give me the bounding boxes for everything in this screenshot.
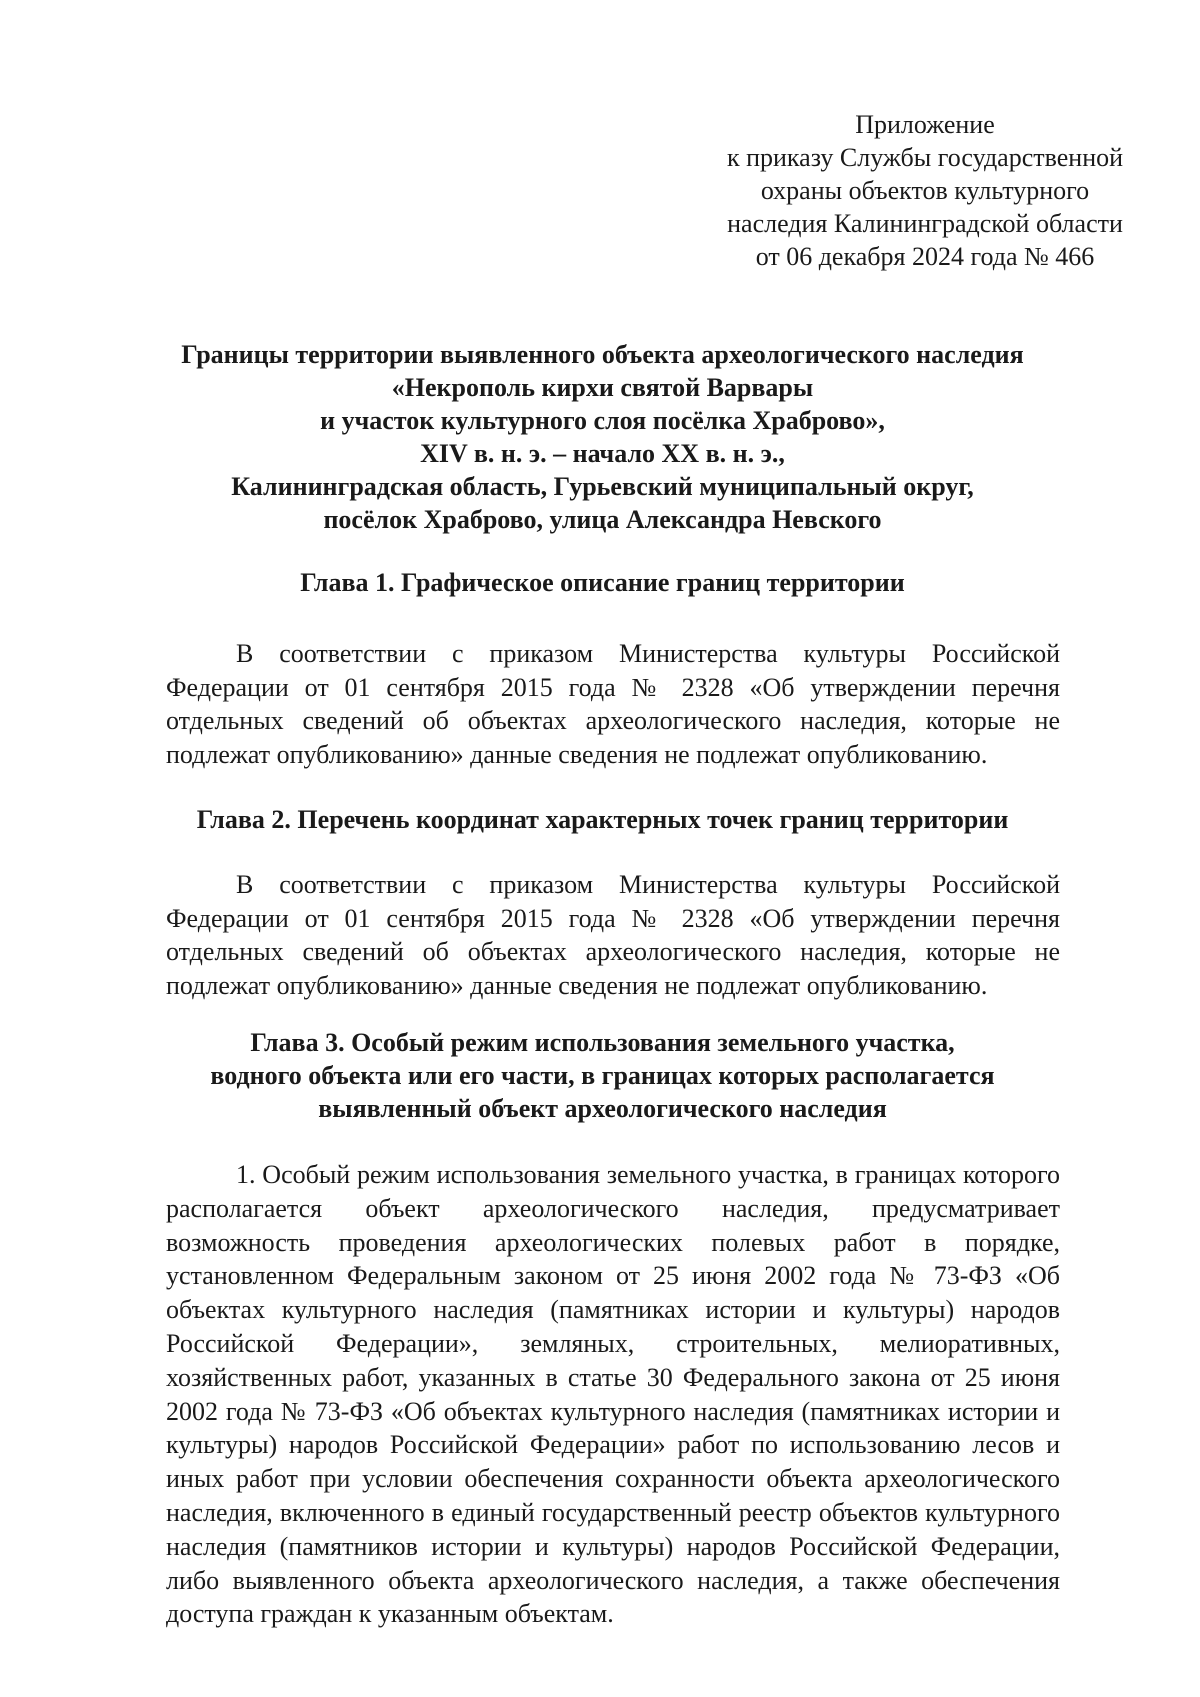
heading-line: Глава 1. Графическое описание границ территории xyxy=(300,568,905,597)
title-line: XIV в. н. э. – начало XX в. н. э., xyxy=(420,439,785,468)
chapter-2-text: В соответствии с приказом Министерства культуры Российской Федерации от 01 сентября 2015 года № 2328 «Об утверждении перечня отдельных сведений об объектах археологического наследия, которые не подлежат опубликованию» данные сведения не подлежат опубликованию. xyxy=(166,870,1060,1000)
appendix-line: от 06 декабря 2024 года № 466 xyxy=(755,242,1095,271)
appendix-line: охраны объектов культурного xyxy=(760,176,1090,205)
title-line: Калининградская область, Гурьевский муниципальный округ, xyxy=(231,472,974,501)
chapter-1-text: В соответствии с приказом Министерства культуры Российской Федерации от 01 сентября 2015 года № 2328 «Об утверждении перечня отдельных сведений об объектах археологического наследия, которые не подлежат опубликованию» данные сведения не подлежат опубликованию. xyxy=(166,639,1060,769)
chapter-3-heading xyxy=(150,1026,1055,1125)
appendix-line: наследия Калининградской области xyxy=(727,209,1123,238)
heading-line: Глава 3. Особый режим использования земельного участка, xyxy=(250,1028,955,1057)
chapter-3-text: 1. Особый режим использования земельного участка, в границах которого располагается объект археологического наследия, предусматривает возможность проведения археологических полевых работ в порядке, установленном Федеральным законом от 25 июня 2002 года № 73-ФЗ «Об объектах культурного наследия (памятниках истории и культуры) народов Российской Федерации», земляных, строительных, мелиоративных, хозяйственных работ, указанных в статье 30 Федерального закона от 25 июня 2002 года № 73-ФЗ «Об объектах культурного наследия (памятниках истории и культуры) народов Российской Федерации» работ по использованию лесов и иных работ при условии обеспечения сохранности объекта археологического наследия, включенного в единый государственный реестр объектов культурного наследия (памятников истории и культуры) народов Российской Федерации, либо выявленного объекта археологического наследия, а также обеспечения доступа граждан к указанным объектам. xyxy=(166,1160,1060,1629)
title-line: и участок культурного слоя посёлка Храброво», xyxy=(320,406,885,435)
chapter-2-heading xyxy=(150,803,1055,836)
heading-line: выявленный объект археологического наследия xyxy=(318,1094,887,1123)
document-title xyxy=(150,338,1055,536)
title-line: посёлок Храброво, улица Александра Невского xyxy=(323,505,882,534)
heading-line: водного объекта или его части, в границах которых располагается xyxy=(210,1061,995,1090)
appendix-line: Приложение xyxy=(855,110,995,139)
appendix-header xyxy=(700,108,1150,273)
appendix-line: к приказу Службы государственной xyxy=(726,143,1124,172)
heading-line: Глава 2. Перечень координат характерных точек границ территории xyxy=(196,805,1009,834)
title-line: «Некрополь кирхи святой Варвары xyxy=(391,373,814,402)
chapter-1-heading xyxy=(150,566,1055,599)
title-line: Границы территории выявленного объекта археологического наследия xyxy=(181,340,1024,369)
